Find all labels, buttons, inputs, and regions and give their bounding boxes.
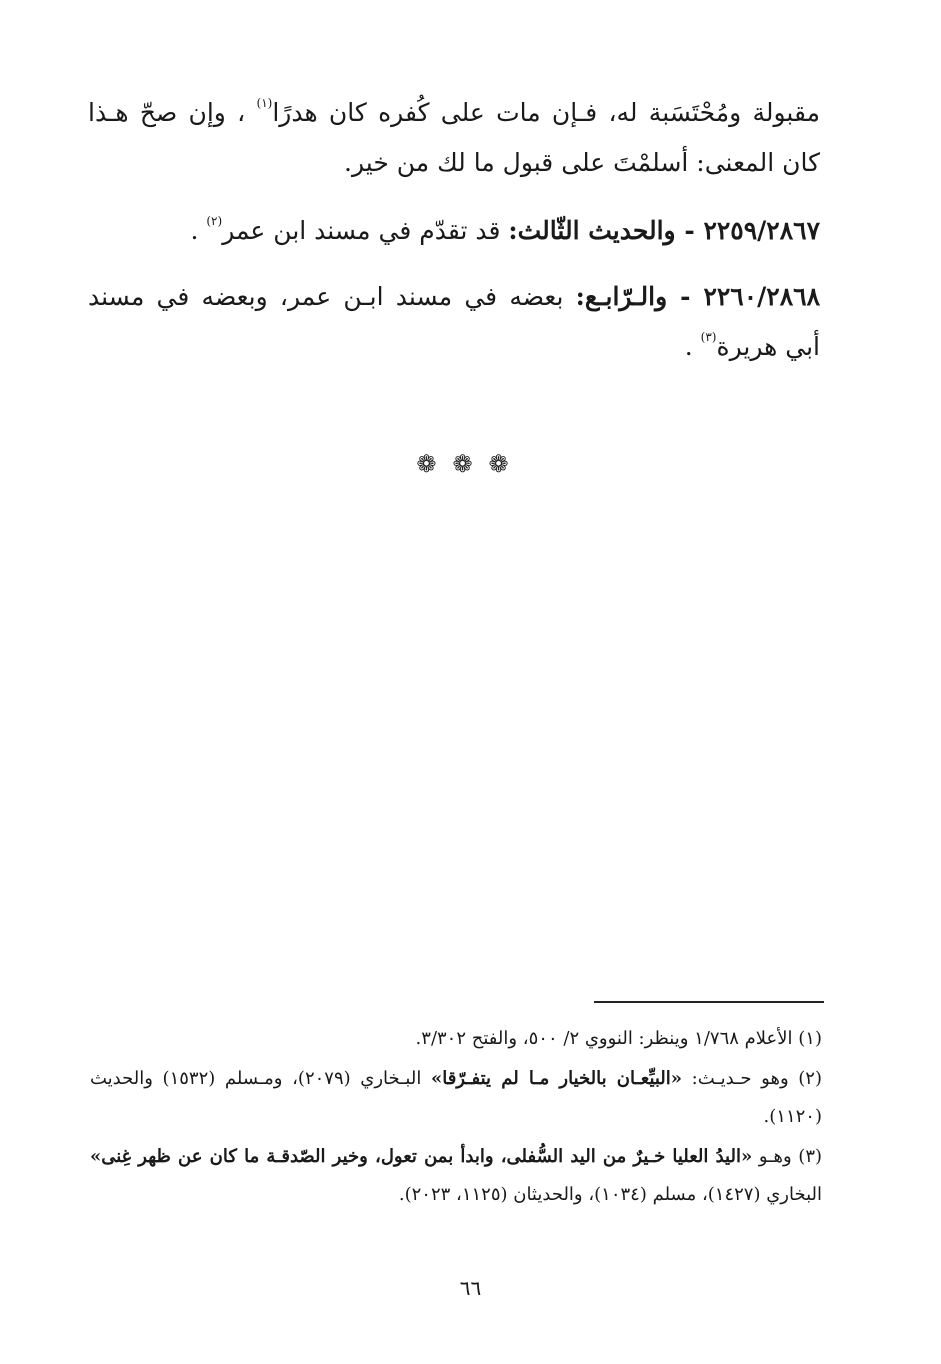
hadith-number: ٢٢٦٠/٢٨٦٨ - (667, 282, 820, 311)
hadith-entry-2259 (88, 206, 820, 256)
footnote-text: البـخاري (٢٠٧٩)، ومـسلم (١٥٣٢) والحديث (١١٢٠). (90, 1068, 822, 1127)
hadith-quote: «اليدُ العليا خـيرٌ من اليد السُّفلى، وابدأ بمن تعول، وخير الصّدقـة ما كان عن ظهر غِنى» (90, 1146, 753, 1167)
footnote-divider (594, 1001, 824, 1003)
footnote-reference: (٣) (700, 330, 717, 344)
paragraph-text: مقبولة ومُحْتَسَبة له، فـإن مات على كُفره كان هدرًا (272, 98, 820, 127)
footnote-marker: (٢) (798, 1068, 822, 1089)
page-number: ٦٦ (459, 1276, 482, 1300)
footnote-text: الأعلام ١/٧٦٨ وينظر: النووي ٢/ ٥٠٠، والفتح ٣/٣٠٢. (415, 1028, 799, 1049)
footnote-1 (90, 1020, 822, 1058)
hadith-heading: والـرّابـع: (575, 282, 668, 311)
paragraph-text: بعضه في مسند ابـن عمر، وبعضه في مسند أبي هريرة (88, 282, 820, 361)
footnote-marker: (١) (798, 1028, 822, 1049)
paragraph-text: ، وإن صحّ هـذا كان المعنى: أسلمْتَ على قبول ما لك من خير. (88, 98, 820, 177)
paragraph-1 (88, 88, 820, 188)
main-text (88, 88, 820, 388)
hadith-quote: «البيِّعـان بالخيار مـا لم يتفـرّقا» (430, 1068, 683, 1089)
footnote-reference: (١) (256, 96, 273, 110)
footnote-text: وهـو (752, 1146, 799, 1167)
paragraph-text: قد تقدّم في مسند ابن عمر (222, 216, 509, 245)
section-separator-ornament: ❁❁❁ (416, 450, 525, 478)
footnote-marker: (٣) (798, 1146, 823, 1167)
footnote-text: وهو حـديـث: (682, 1068, 799, 1089)
hadith-entry-2260 (88, 272, 820, 372)
paragraph-text: . (190, 216, 207, 245)
footnote-reference: (٢) (206, 214, 223, 228)
hadith-heading: والحديث الثّالث: (508, 216, 676, 245)
footnote-text: البخاري (١٤٢٧)، مسلم (١٠٣٤)، والحديثان (١١٢٥، ٢٠٢٣). (398, 1184, 822, 1205)
footnote-3 (90, 1138, 822, 1214)
footnote-2 (90, 1060, 822, 1136)
hadith-number: ٢٢٥٩/٢٨٦٧ - (675, 216, 820, 245)
footnotes (90, 1020, 822, 1216)
paragraph-text: . (684, 332, 701, 361)
